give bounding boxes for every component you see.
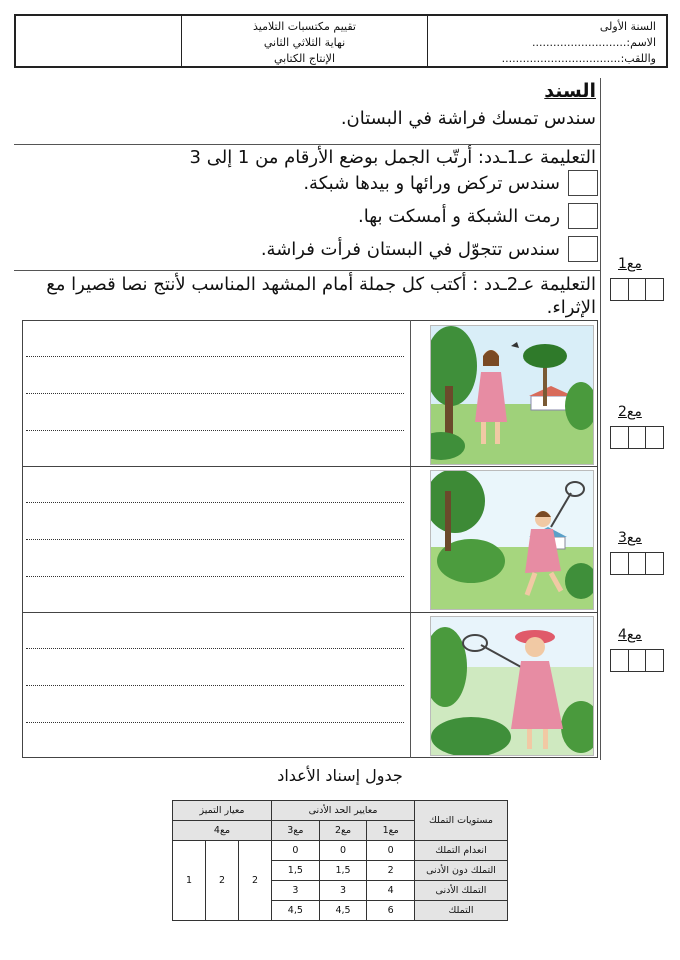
excellence-value: 2 xyxy=(239,841,272,921)
score-boxes-1[interactable] xyxy=(610,278,664,301)
value-cell: 3 xyxy=(272,881,320,901)
divider-2 xyxy=(14,270,601,271)
header-title-cell xyxy=(182,16,428,66)
header-box xyxy=(14,14,668,68)
sanad-text: سندس تمسك فراشة في البستان. xyxy=(340,108,596,129)
grade-table xyxy=(172,800,508,921)
name-line[interactable]: الاسم:........................... xyxy=(532,36,656,49)
value-cell: 0 xyxy=(319,841,367,861)
header-blank-cell xyxy=(16,16,182,66)
frame-right-border xyxy=(600,78,601,760)
value-cell: 6 xyxy=(367,901,415,921)
level-cell: انعدام التملك xyxy=(415,841,508,861)
criterion-label-3: مع3 xyxy=(618,530,642,546)
title-line-1: تقييم مكتسبات التلاميذ xyxy=(253,20,356,33)
title-line-2: نهاية الثلاثي الثاني xyxy=(263,36,346,49)
excellence-value: 1 xyxy=(173,841,206,921)
sentence-3: سندس تتجوّل في البستان فرأت فراشة. xyxy=(260,239,560,260)
value-cell: 1,5 xyxy=(319,861,367,881)
scene-walking-illustration xyxy=(430,325,594,465)
sentence-1: سندس تركض ورائها و بيدها شبكة. xyxy=(303,173,560,194)
order-box-3[interactable] xyxy=(568,236,598,262)
criterion-label-1: مع1 xyxy=(618,256,642,272)
writing-line[interactable] xyxy=(26,576,404,577)
criterion-head: مع3 xyxy=(272,821,320,841)
criterion-head: مع2 xyxy=(319,821,367,841)
writing-line[interactable] xyxy=(26,393,404,394)
surname-line[interactable]: واللقب:.................................. xyxy=(501,52,656,65)
header-student-cell xyxy=(428,16,666,66)
level-cell: التملك xyxy=(415,901,508,921)
grid-row-divider-1 xyxy=(22,466,598,467)
levels-header: مستويات التملك xyxy=(415,801,508,841)
min-criteria-header: معايير الحد الأدنى xyxy=(272,801,415,821)
level-cell: التملك الأدنى xyxy=(415,881,508,901)
scene-running-illustration xyxy=(430,470,594,610)
title-line-3: الإنتاج الكتابي xyxy=(273,52,336,65)
order-box-1[interactable] xyxy=(568,170,598,196)
criterion-label-2: مع2 xyxy=(618,404,642,420)
excellence-criterion-head: مع4 xyxy=(173,821,272,841)
criterion-label-4: مع4 xyxy=(618,627,642,643)
instruction-1: التعليمة عـ1ـدد: أرتّب الجمل بوضع الأرقام من 1 إلى 3 xyxy=(189,147,596,168)
score-boxes-2[interactable] xyxy=(610,426,664,449)
value-cell: 0 xyxy=(367,841,415,861)
grid-row-divider-2 xyxy=(22,612,598,613)
sanad-title: السند xyxy=(544,80,596,102)
excellence-header: معيار التميز xyxy=(173,801,272,821)
writing-line[interactable] xyxy=(26,430,404,431)
value-cell: 4,5 xyxy=(272,901,320,921)
value-cell: 4 xyxy=(367,881,415,901)
value-cell: 0 xyxy=(272,841,320,861)
writing-line[interactable] xyxy=(26,685,404,686)
level-cell: التملك دون الأدنى xyxy=(415,861,508,881)
scene-catching-illustration xyxy=(430,616,594,756)
order-box-2[interactable] xyxy=(568,203,598,229)
grid-column-divider xyxy=(410,320,411,758)
excellence-value: 2 xyxy=(206,841,239,921)
value-cell: 1,5 xyxy=(272,861,320,881)
sentence-2: رمت الشبكة و أمسكت بها. xyxy=(358,206,560,227)
grade-table-title: جدول إسناد الأعداد xyxy=(277,766,403,785)
instruction-2: التعليمة عـ2ـدد : أكتب كل جملة أمام المشهد المناسب لأنتج نصا قصيرا مع الإثراء. xyxy=(46,274,596,318)
writing-line[interactable] xyxy=(26,539,404,540)
value-cell: 2 xyxy=(367,861,415,881)
writing-line[interactable] xyxy=(26,648,404,649)
divider-1 xyxy=(14,144,601,145)
score-boxes-4[interactable] xyxy=(610,649,664,672)
writing-line[interactable] xyxy=(26,502,404,503)
writing-line[interactable] xyxy=(26,722,404,723)
value-cell: 3 xyxy=(319,881,367,901)
value-cell: 4,5 xyxy=(319,901,367,921)
writing-line[interactable] xyxy=(26,356,404,357)
criterion-head: مع1 xyxy=(367,821,415,841)
class-label: السنة الأولى xyxy=(599,20,656,33)
score-boxes-3[interactable] xyxy=(610,552,664,575)
